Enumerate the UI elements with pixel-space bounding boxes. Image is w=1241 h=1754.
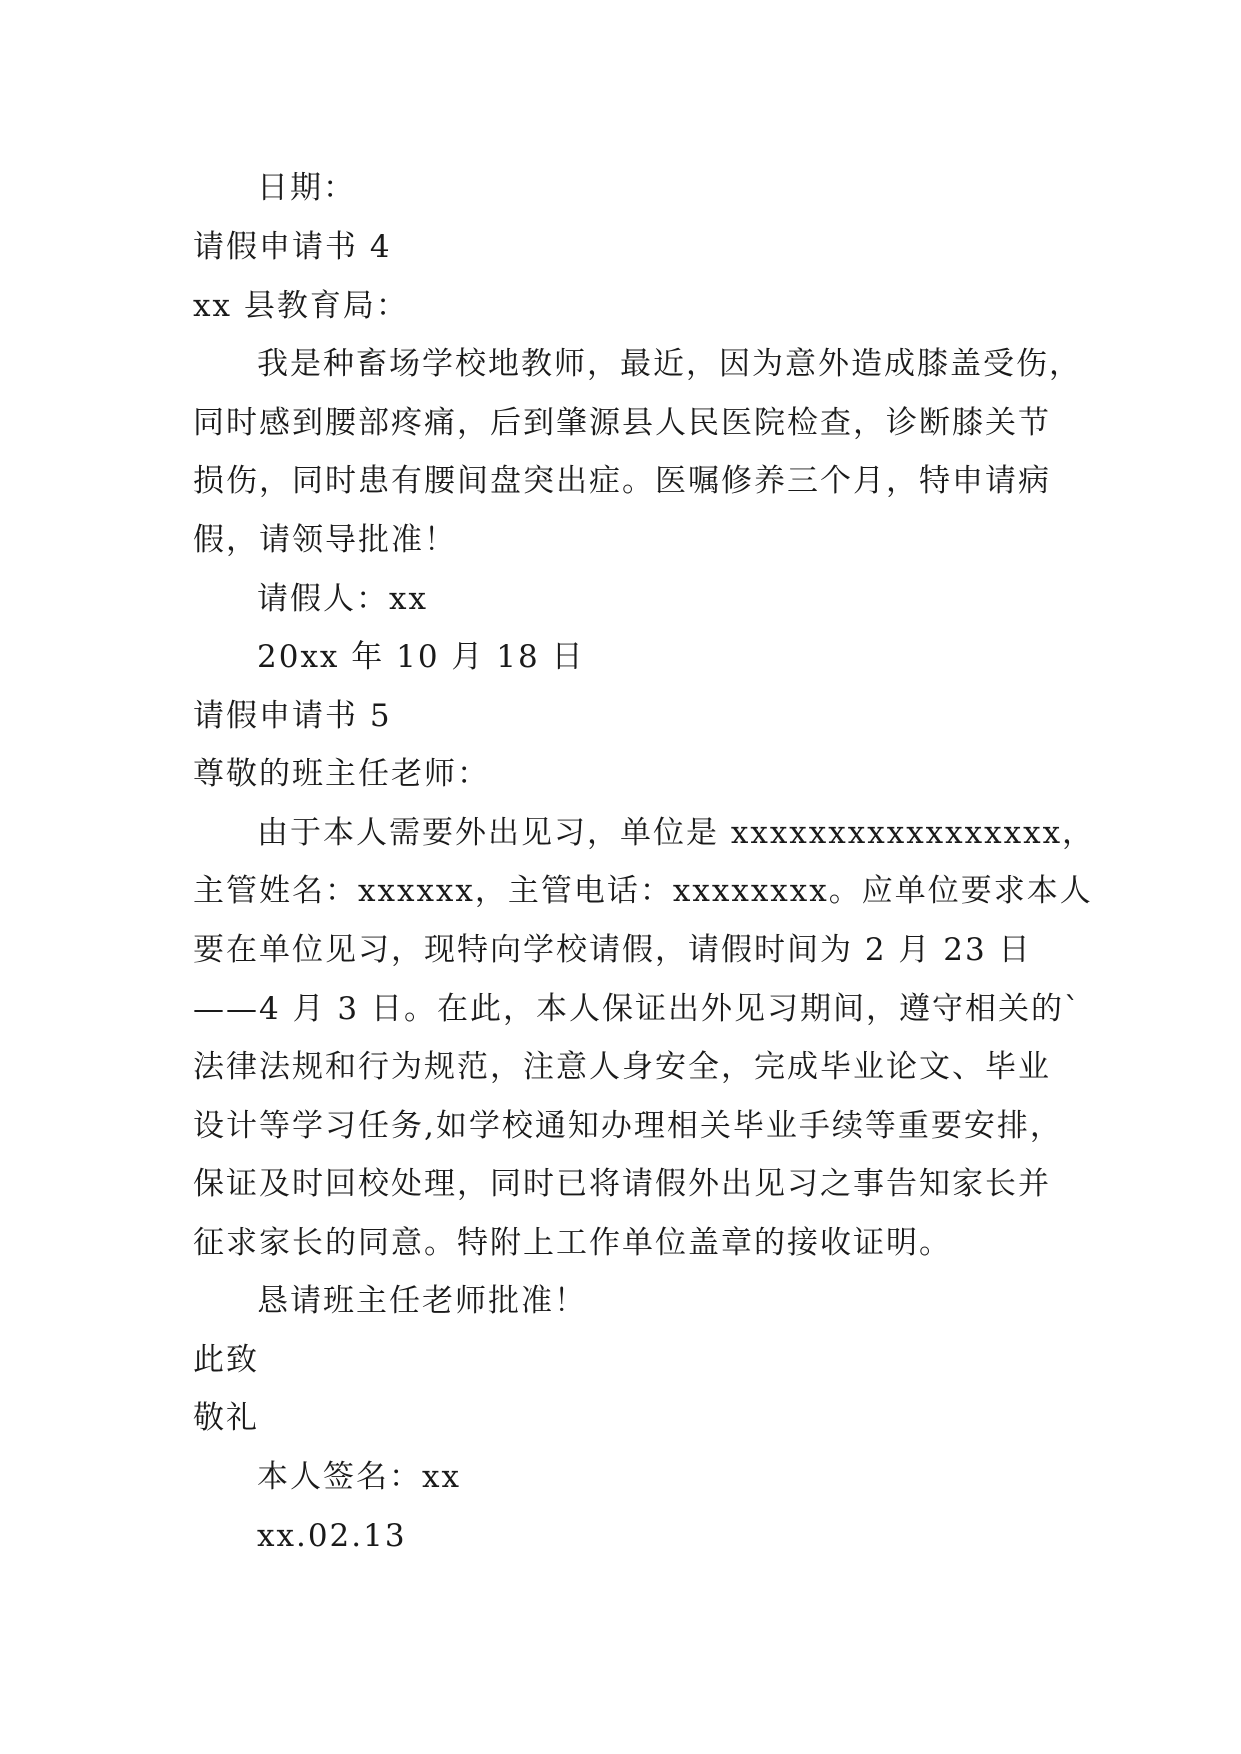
letter4-body-line: 我是种畜场学校地教师，最近，因为意外造成膝盖受伤， xyxy=(257,346,1082,382)
letter5-body-line: 设计等学习任务,如学校通知办理相关毕业手续等重要安排， xyxy=(193,1108,1063,1144)
letter5-request: 恳请班主任老师批准！ xyxy=(257,1283,587,1319)
letter4-body-line: 同时感到腰部疼痛，后到肇源县人民医院检查，诊断膝关节 xyxy=(193,405,1051,441)
letter5-body-line: 法律法规和行为规范，注意人身安全，完成毕业论文、毕业 xyxy=(193,1049,1051,1085)
letter5-body-line: 要在单位见习，现特向学校请假，请假时间为 2 月 23 日 xyxy=(193,932,1032,968)
letter5-closing-2: 敬礼 xyxy=(193,1400,259,1436)
letter5-title: 请假申请书 5 xyxy=(193,698,392,734)
letter5-body-line: ——4 月 3 日。在此，本人保证出外见习期间，遵守相关的` xyxy=(193,991,1082,1027)
letter5-body-line: 主管姓名：xxxxxx，主管电话：xxxxxxxx。应单位要求本人 xyxy=(193,873,1093,909)
letter4-addressee: xx 县教育局： xyxy=(193,288,409,324)
letter4-body-line: 损伤，同时患有腰间盘突出症。医嘱修养三个月，特申请病 xyxy=(193,463,1051,499)
letter5-closing-1: 此致 xyxy=(193,1342,259,1378)
letter4-date: 20xx 年 10 月 18 日 xyxy=(257,639,585,675)
letter5-body-line: 由于本人需要外出见习，单位是 xxxxxxxxxxxxxxxxx， xyxy=(257,815,1096,851)
letter4-body-line: 假，请领导批准！ xyxy=(193,522,457,558)
letter5-date: xx.02.13 xyxy=(257,1518,407,1554)
date-label: 日期： xyxy=(257,170,356,206)
letter5-addressee: 尊敬的班主任老师： xyxy=(193,756,490,792)
letter5-signature: 本人签名：xx xyxy=(257,1459,461,1495)
letter4-signer: 请假人：xx xyxy=(257,581,428,617)
letter4-title: 请假申请书 4 xyxy=(193,229,392,265)
letter5-body-line: 征求家长的同意。特附上工作单位盖章的接收证明。 xyxy=(193,1225,952,1261)
letter5-body-line: 保证及时回校处理，同时已将请假外出见习之事告知家长并 xyxy=(193,1166,1051,1202)
